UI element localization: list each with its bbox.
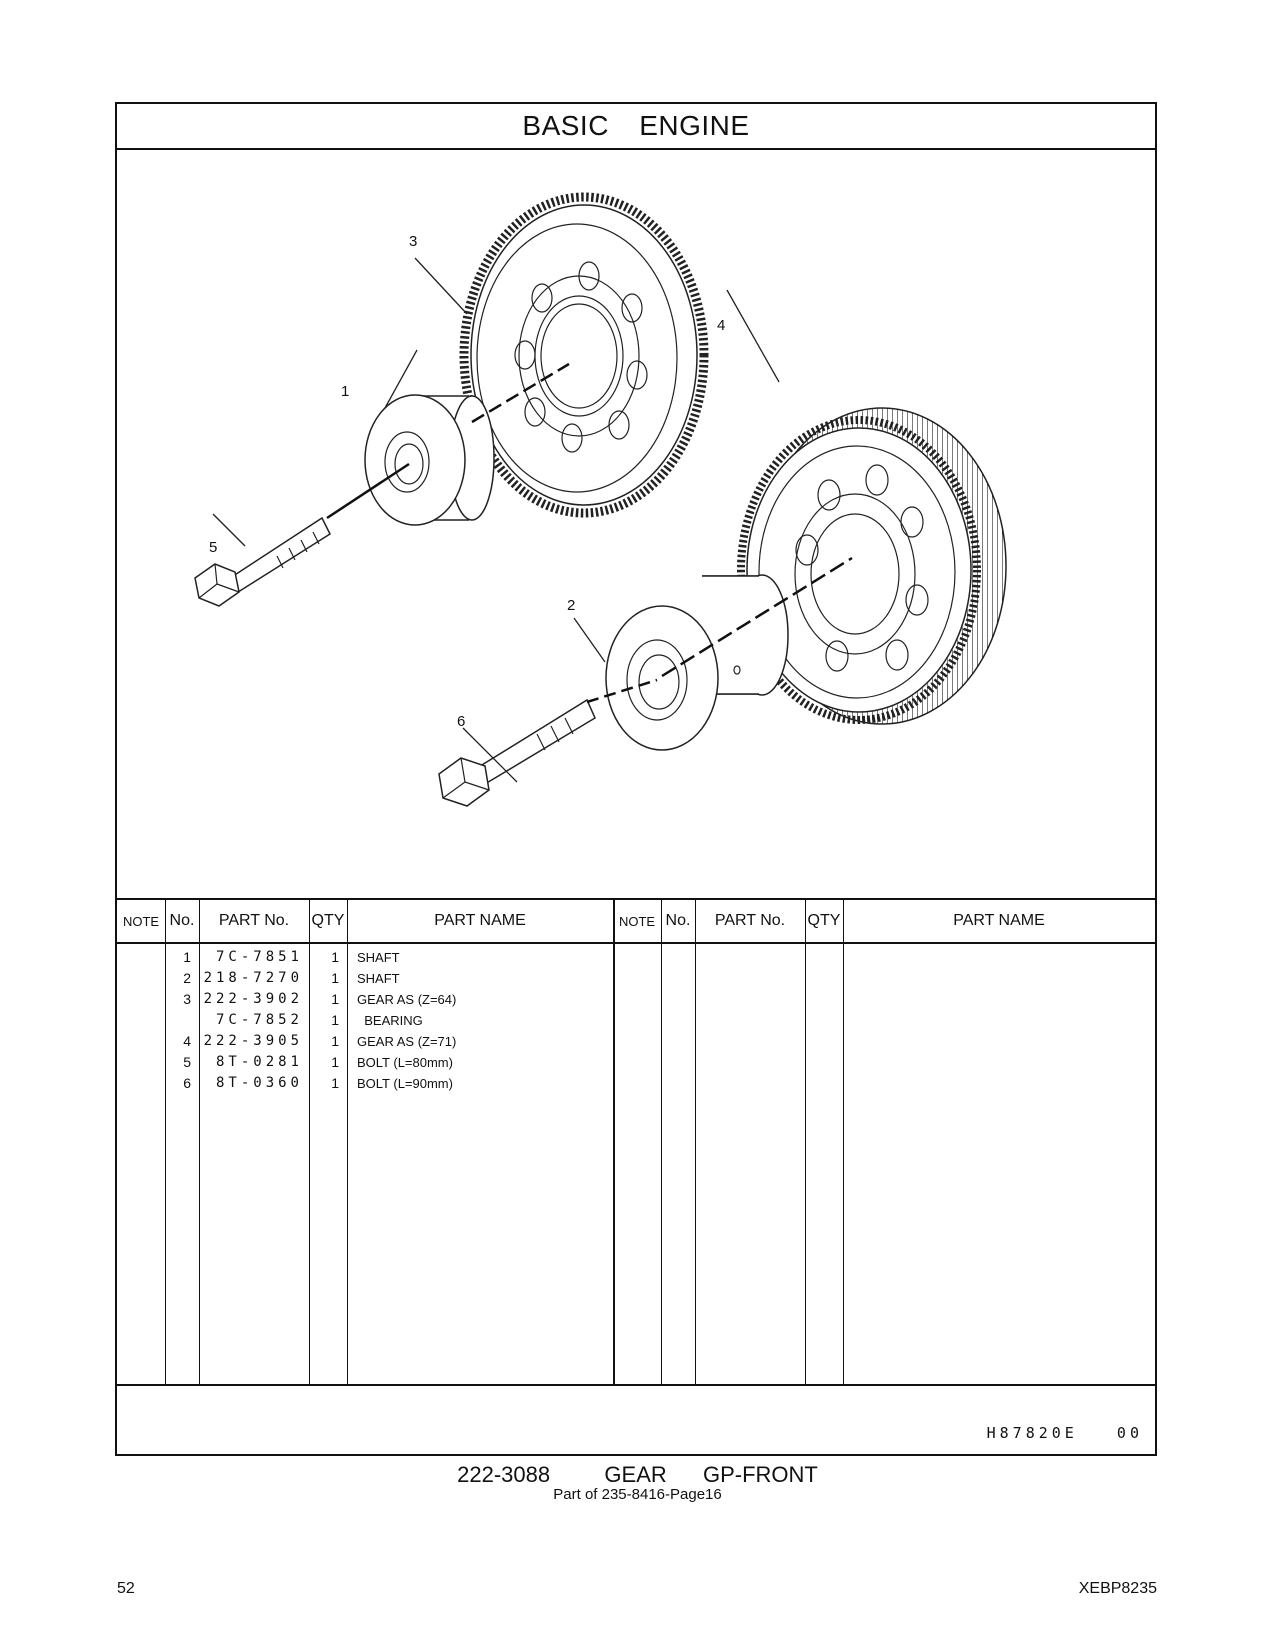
column-divider [199, 900, 200, 1384]
col-header-qty-left: QTY [309, 900, 347, 944]
part-number: 222-3902 [203, 991, 303, 1007]
bolt-5-drawing [195, 518, 330, 606]
item-number: 6 [183, 1075, 191, 1091]
col-header-no-left: No. [165, 900, 199, 944]
quantity: 1 [331, 1054, 339, 1070]
item-number: 1 [183, 949, 191, 965]
section-title: BASIC ENGINE [522, 110, 750, 141]
part-name: GEAR AS (Z=71) [357, 1034, 457, 1049]
item-number: 3 [183, 991, 191, 1007]
col-header-part-name-right: PART NAME [843, 900, 1155, 944]
shaft-1-drawing [365, 395, 494, 535]
quantity: 1 [331, 1012, 339, 1028]
part-number: 222-3905 [203, 1033, 303, 1049]
col-header-part-no-right: PART No. [695, 900, 805, 944]
part-name: BOLT (L=90mm) [357, 1076, 453, 1091]
shaft-2-drawing [606, 575, 788, 750]
col-header-note-left: NOTE [117, 900, 165, 944]
item-number [165, 1010, 191, 1031]
block-divider [613, 900, 615, 1384]
drawing-footer [117, 1386, 1155, 1456]
part-number: 8T-0281 [215, 1054, 303, 1070]
col-header-note-right: NOTE [613, 900, 661, 944]
col-header-qty-right: QTY [805, 900, 843, 944]
column-divider [805, 900, 806, 1384]
callout-6: 6 [457, 713, 466, 730]
column-divider [695, 900, 696, 1384]
col-header-no-right: No. [661, 900, 695, 944]
exploded-parts-illustration [117, 150, 1155, 898]
quantity: 1 [331, 949, 339, 965]
group-caption: 222-3088 GEAR GP-FRONT [457, 1462, 818, 1487]
parts-frame [115, 102, 1157, 1456]
quantity: 1 [331, 970, 339, 986]
callout-3: 3 [409, 233, 418, 250]
group-subcaption: Part of 235-8416-Page16 [553, 1486, 722, 1503]
page-number: 52 [117, 1580, 135, 1597]
callout-5: 5 [209, 539, 218, 556]
part-name: BEARING [357, 1013, 423, 1028]
callout-1: 1 [341, 383, 350, 400]
column-divider [843, 900, 844, 1384]
gear-3-drawing [464, 197, 704, 513]
item-number: 2 [183, 970, 191, 986]
parts-table [117, 898, 1155, 1386]
column-divider [661, 900, 662, 1384]
part-name: GEAR AS (Z=64) [357, 992, 457, 1007]
title-bar [117, 104, 1155, 150]
item-number: 4 [183, 1033, 191, 1049]
item-number: 5 [183, 1054, 191, 1070]
col-header-part-name-left: PART NAME [347, 900, 613, 944]
callout-4: 4 [717, 317, 726, 334]
quantity: 1 [331, 1033, 339, 1049]
part-number: 7C-7851 [215, 949, 303, 965]
drawing-id: H87820E 00 [986, 1424, 1143, 1442]
document-code: XEBP8235 [1078, 1580, 1157, 1597]
column-divider [347, 900, 348, 1384]
callout-2: 2 [567, 597, 576, 614]
quantity: 1 [331, 1075, 339, 1091]
part-number: 8T-0360 [215, 1075, 303, 1091]
part-number: 7C-7852 [215, 1012, 303, 1028]
part-name: SHAFT [357, 971, 400, 986]
col-header-part-no-left: PART No. [199, 900, 309, 944]
quantity: 1 [331, 991, 339, 1007]
part-number: 218-7270 [203, 970, 303, 986]
part-name: SHAFT [357, 950, 400, 965]
part-name: BOLT (L=80mm) [357, 1055, 453, 1070]
